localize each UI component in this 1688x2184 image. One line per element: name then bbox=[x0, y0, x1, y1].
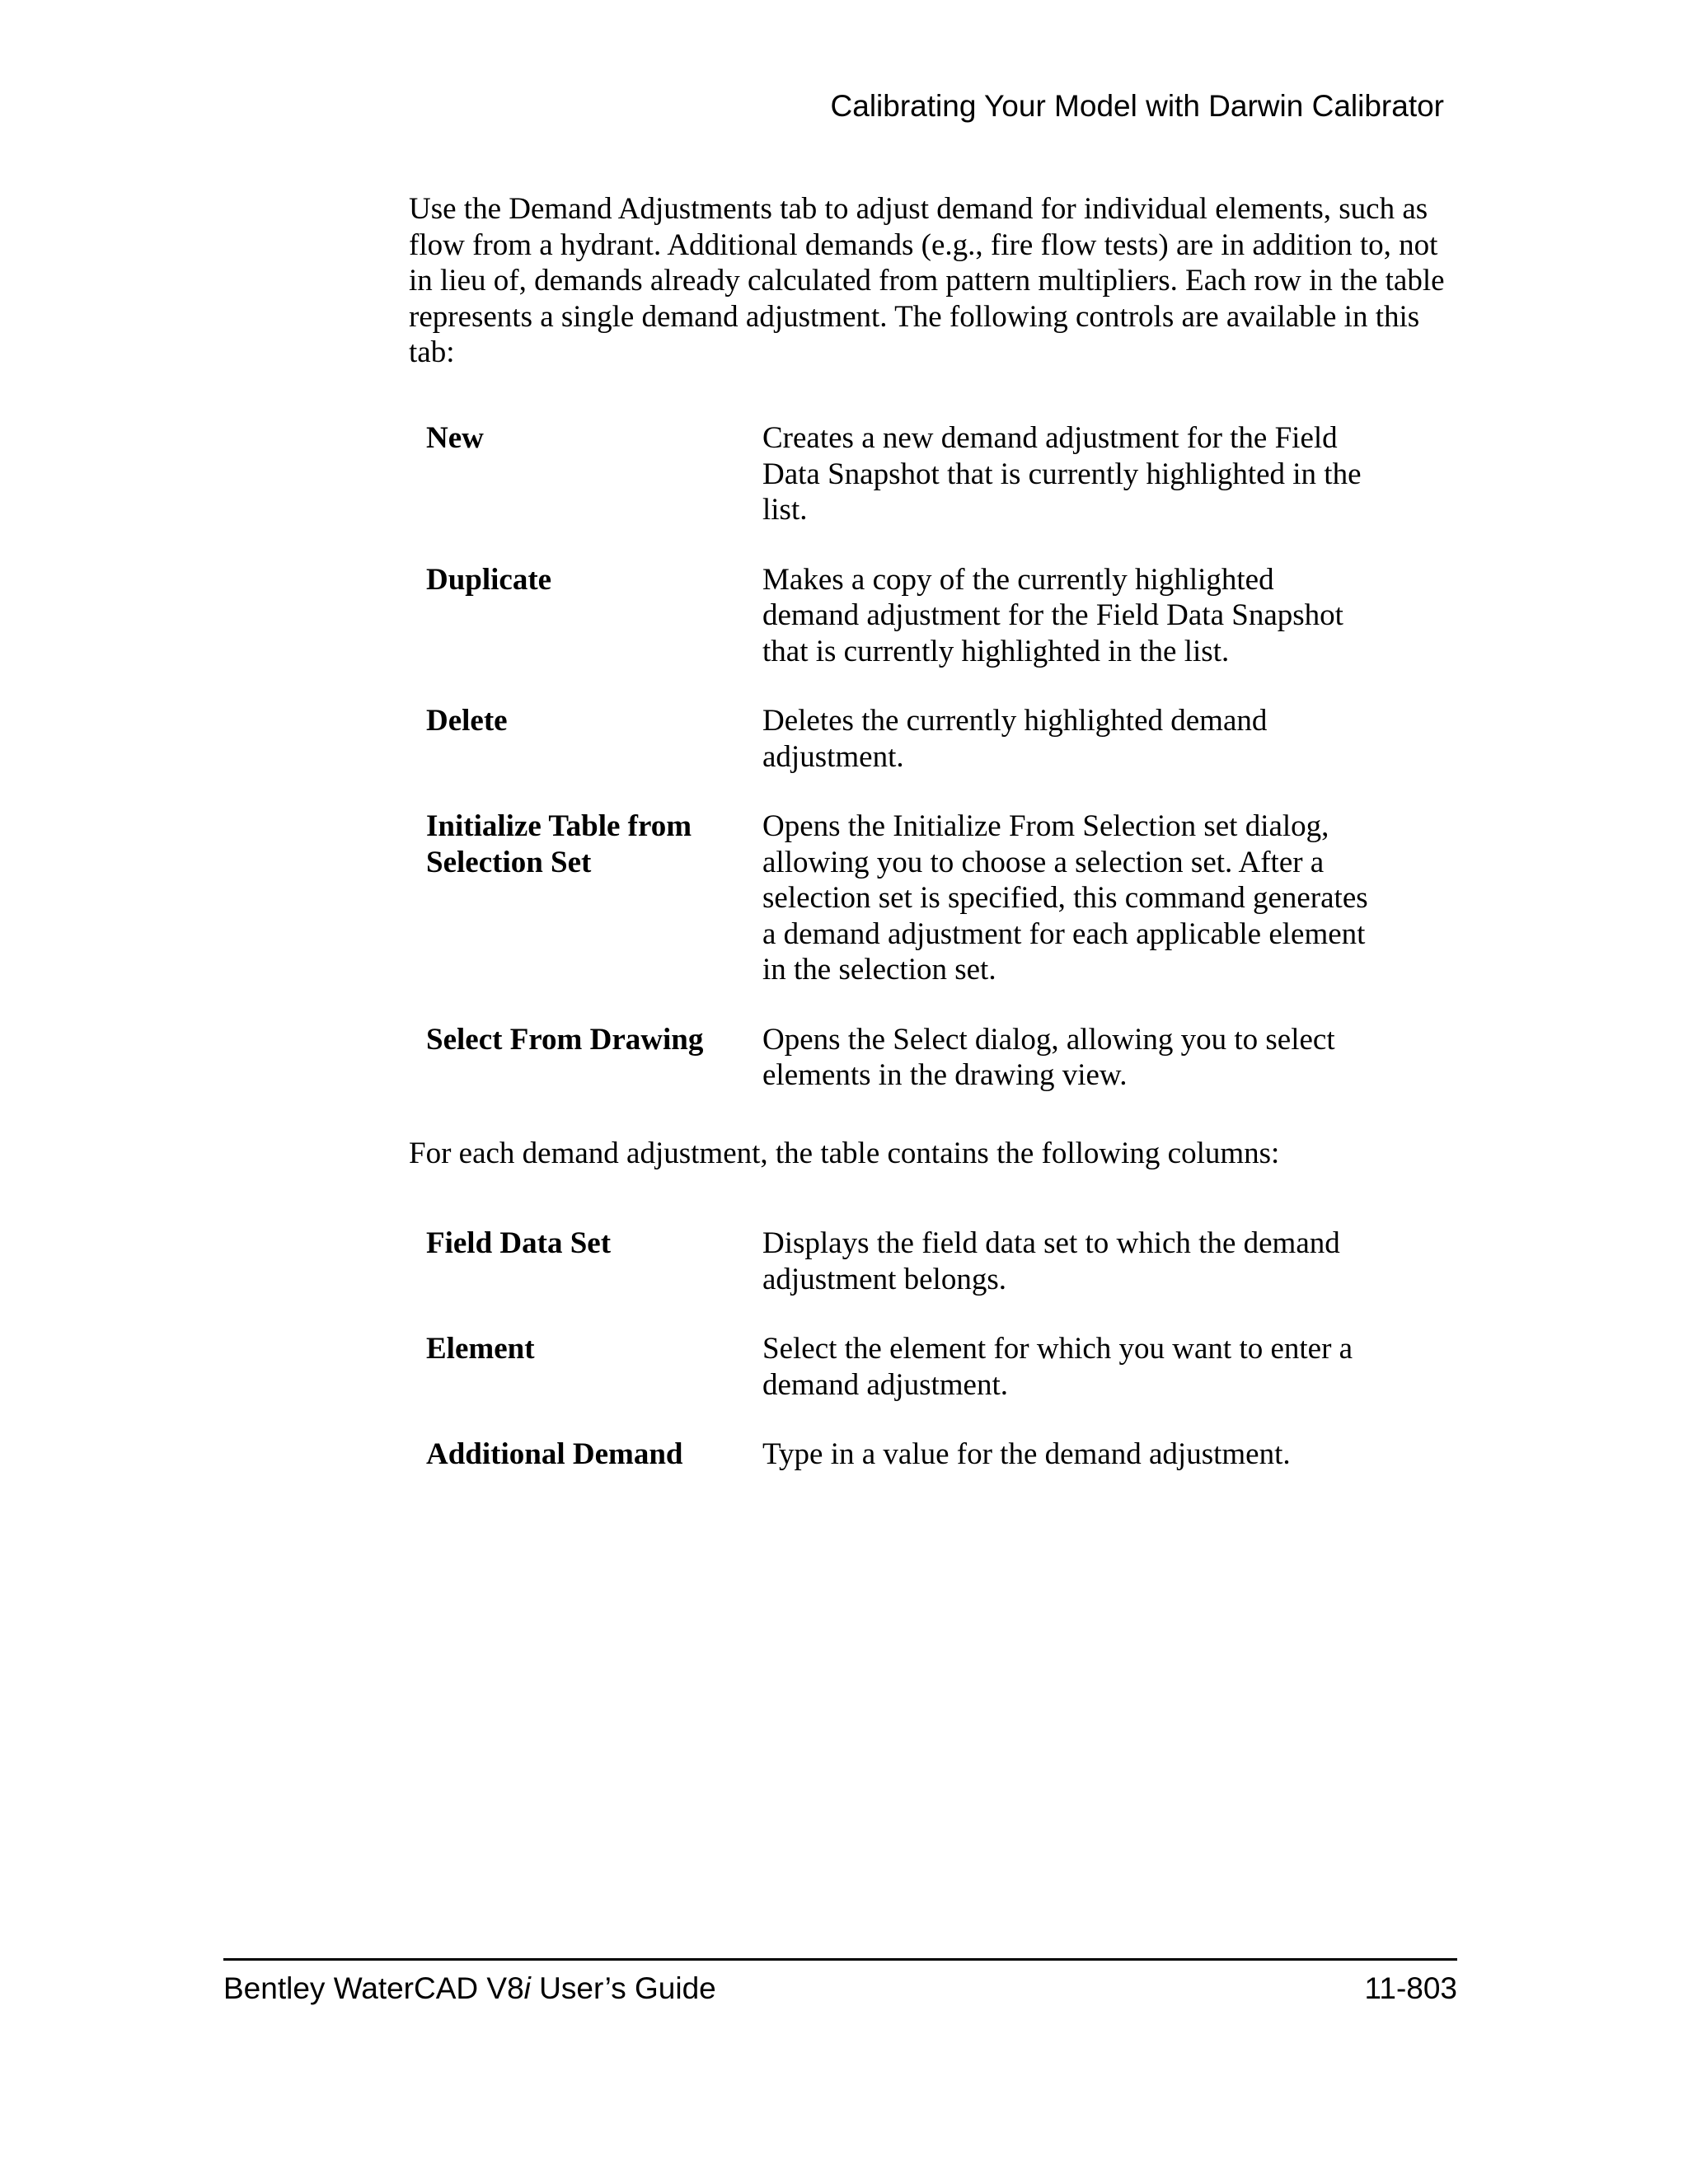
control-description: Opens the Initialize From Selection set dialog, allowing you to choose a selection set. After a selection set is specified, this command generates a demand adjustment for each applicable element in the selection set. bbox=[762, 809, 1368, 987]
control-description: Makes a copy of the currently highlighted demand adjustment for the Field Data Snapshot that is currently highlighted in the list. bbox=[762, 562, 1343, 668]
footer-divider bbox=[223, 1958, 1457, 1961]
column-description: Select the element for which you want to enter a demand adjustment. bbox=[762, 1332, 1353, 1402]
column-term: Field Data Set bbox=[426, 1226, 612, 1260]
control-description: Creates a new demand adjustment for the Field Data Snapshot that is currently highlighted in the list. bbox=[762, 421, 1362, 527]
control-row-select-from-drawing bbox=[426, 1022, 1374, 1094]
control-term: Initialize Table from Selection Set bbox=[426, 809, 692, 879]
running-header: Calibrating Your Model with Darwin Calibrator bbox=[830, 89, 1444, 123]
footer-guide-title bbox=[223, 1971, 716, 2006]
control-term: Select From Drawing bbox=[426, 1022, 704, 1057]
footer-guide-italic: i bbox=[523, 1971, 531, 2005]
footer-guide-suffix: User’s Guide bbox=[530, 1971, 716, 2005]
intro-paragraph: Use the Demand Adjustments tab to adjust demand for individual elements, such as flow from a hydrant. Additional demands (e.g., fire flow tests) are in addition to, not in lieu of, demands already calculated from pattern multipliers. Each row in the table represents a single demand adjustment. The following controls are available in this tab: bbox=[409, 192, 1445, 369]
column-term: Additional Demand bbox=[426, 1437, 683, 1471]
footer-page-number: 11-803 bbox=[1364, 1971, 1457, 2005]
control-description: Deletes the currently highlighted demand adjustment. bbox=[762, 704, 1268, 774]
control-row-new bbox=[426, 420, 1374, 528]
column-row-additional-demand bbox=[426, 1436, 1374, 1473]
column-description: Type in a value for the demand adjustment. bbox=[762, 1437, 1291, 1471]
column-row-element bbox=[426, 1331, 1374, 1403]
control-term: Duplicate bbox=[426, 562, 552, 597]
control-row-duplicate bbox=[426, 562, 1374, 670]
footer-guide-prefix: Bentley WaterCAD V8 bbox=[223, 1971, 524, 2005]
control-row-delete bbox=[426, 703, 1374, 775]
control-row-initialize-table bbox=[426, 808, 1374, 988]
control-description: Opens the Select dialog, allowing you to select elements in the drawing view. bbox=[762, 1022, 1335, 1092]
column-term: Element bbox=[426, 1332, 535, 1366]
column-row-field-data-set bbox=[426, 1226, 1374, 1297]
column-description: Displays the field data set to which the demand adjustment belongs. bbox=[762, 1226, 1340, 1296]
control-term: Delete bbox=[426, 704, 508, 738]
columns-intro-paragraph: For each demand adjustment, the table contains the following columns: bbox=[409, 1137, 1280, 1170]
controls-table bbox=[426, 420, 1374, 1094]
control-term: New bbox=[426, 421, 484, 455]
columns-table bbox=[426, 1226, 1374, 1473]
